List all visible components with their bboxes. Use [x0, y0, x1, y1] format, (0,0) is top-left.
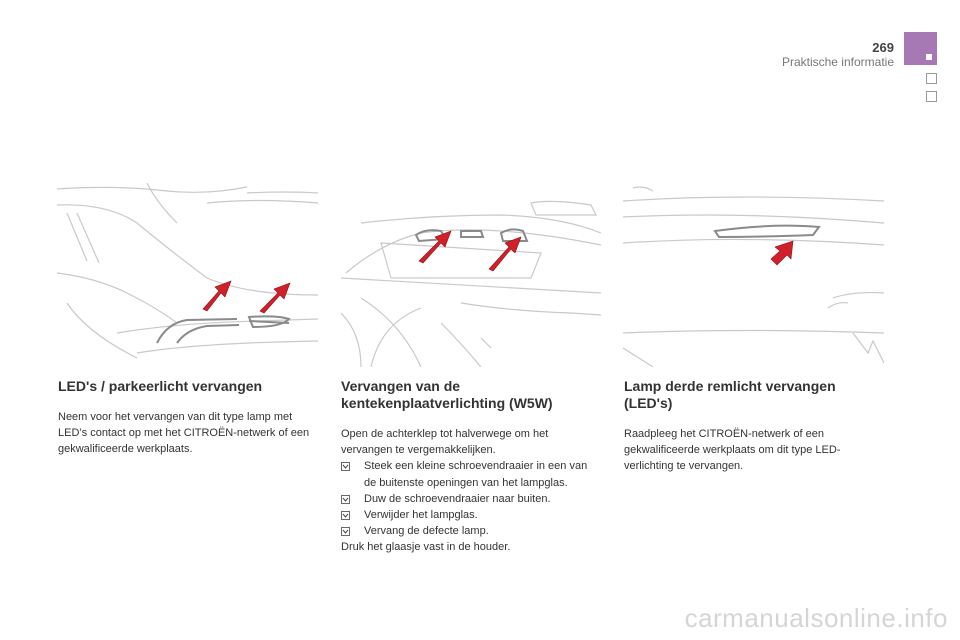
checkbox-arrow-icon: [341, 462, 350, 471]
tab-dot: [926, 54, 932, 60]
chapter-tab-empty[interactable]: [926, 91, 937, 102]
checkbox-arrow-icon: [341, 495, 350, 504]
list-item: Duw de schroevendraaier naar buiten.: [341, 491, 599, 507]
red-arrow-icon: [203, 281, 231, 311]
red-arrow-icon: [771, 241, 793, 265]
paragraph-third-brake-light: Raadpleeg het CITROËN-netwerk of een gekwalificeerde werkplaats om dit type LED-verlichting te vervangen.: [624, 428, 841, 473]
red-arrow-icon: [260, 283, 290, 313]
plate-light-steps: [341, 458, 599, 539]
page-number: 269: [872, 40, 894, 55]
list-item: Steek een kleine schroevendraaier in een van de buitenste openingen van het lampglas.: [341, 458, 599, 490]
list-item: Vervang de defecte lamp.: [341, 523, 599, 539]
red-arrow-icon: [489, 237, 521, 271]
heading-third-brake-light: Lamp derde remlicht vervangen (LED's): [624, 378, 836, 411]
paragraph-plate-intro: Open de achterklep tot halverwege om het vervangen te vergemakkelijken.: [341, 428, 549, 457]
third-brake-light-illustration: [623, 183, 884, 367]
column-plate-light: [341, 378, 599, 556]
list-item: Verwijder het lampglas.: [341, 507, 599, 523]
chapter-tab[interactable]: [904, 32, 937, 65]
chapter-tab-empty[interactable]: [926, 73, 937, 84]
heading-plate-light: Vervangen van de kentekenplaatverlichting (W5W): [341, 378, 553, 411]
column-third-brake-light: [624, 378, 880, 475]
section-title: Praktische informatie: [781, 55, 894, 69]
column-led-parking-light: [58, 378, 313, 458]
checkbox-arrow-icon: [341, 527, 350, 536]
paragraph-led-parking-light: Neem voor het vervangen van dit type lamp met LED’s contact op met het CITROËN-netwerk of een gekwalificeerde werkplaats.: [58, 411, 310, 456]
watermark: carmanualsonline.info: [684, 603, 948, 633]
heading-led-parking-light: LED's / parkeerlicht vervangen: [58, 378, 263, 394]
rear-side-lamps-illustration: [57, 183, 318, 367]
checkbox-arrow-icon: [341, 511, 350, 520]
tailgate-plate-lights-illustration: [341, 183, 601, 367]
paragraph-plate-outro: Druk het glaasje vast in de houder.: [341, 541, 511, 554]
